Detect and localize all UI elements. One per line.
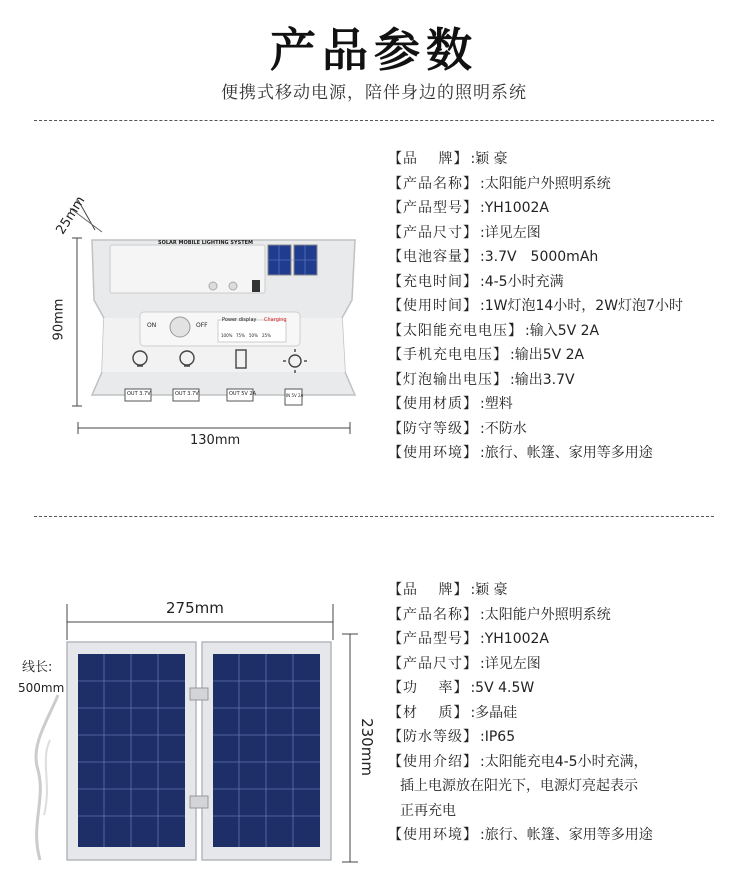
spec-value: :塑料 (480, 396, 513, 412)
spec-value: 插上电源放在阳光下，电源灯亮起表示 (400, 778, 638, 794)
spec-value: :太阳能充电4-5小时充满， (480, 753, 648, 770)
spec-label: 【电池容量】 (388, 249, 478, 265)
spec-label: 【防守等级】 (388, 420, 478, 437)
port-2-label: OUT 3.7V (175, 391, 199, 397)
height-dimension: 90mm (51, 298, 67, 341)
spec-label: 【产品尺寸】 (388, 224, 478, 241)
device-brand-line: SOLAR MOBILE LIGHTING SYSTEM (158, 240, 253, 246)
spec-row (388, 750, 653, 775)
spec-value: :旅行、帐篷、家用等多用途 (480, 445, 653, 461)
spec-value: 正再充电 (400, 802, 456, 819)
port-3-label: OUT 5V 2A (229, 391, 257, 397)
spec-label: 【使用环境】 (388, 445, 478, 461)
spec-value: :1W灯泡14小时，2W灯泡7小时 (480, 298, 683, 314)
spec-value: :输出5V 2A (510, 347, 585, 363)
spec-label: 【产品名称】 (388, 606, 478, 623)
spec-label: 【使用材质】 (388, 396, 478, 412)
spec-value: :4-5小时充满 (480, 273, 564, 290)
page-title: 产品参数 (270, 23, 478, 77)
depth-dimension: 25mm (53, 193, 89, 238)
spec-row (388, 652, 653, 677)
spec-label: 【功 率】 (388, 680, 469, 696)
spec-label: 【防水等级】 (388, 729, 478, 745)
port-1-label: OUT 3.7V (127, 391, 151, 397)
cable-length: 500mm (18, 681, 65, 695)
panel-height-dimension: 230mm (357, 718, 376, 776)
charging-label: Charging (264, 317, 287, 323)
spec-value: :颖 豪 (470, 151, 508, 167)
spec-value: :5V 4.5W (470, 680, 535, 696)
spec-value: :详见左图 (480, 655, 541, 672)
spec-label: 【手机充电电压】 (388, 347, 508, 363)
spec-value: :YH1002A (480, 200, 550, 216)
spec-label: 【灯泡输出电压】 (388, 371, 508, 388)
spec-value: :颖 豪 (470, 582, 508, 598)
power-display-label: Power display (222, 317, 257, 323)
spec-value: :旅行、帐篷、家用等多用途 (480, 827, 653, 843)
spec-row (388, 676, 653, 701)
spec-label: 【太阳能充电电压】 (388, 322, 523, 339)
spec-value: :详见左图 (480, 224, 541, 241)
page-subtitle: 便携式移动电源，陪伴身边的照明系统 (221, 83, 527, 103)
port-4-label: IN 5V 2A (286, 393, 304, 398)
spec-value: :不防水 (480, 420, 527, 437)
spec-row (388, 725, 653, 750)
spec-label: 【产品名称】 (388, 175, 478, 192)
spec-label: 【品 牌】 (388, 582, 469, 598)
width-dimension: 130mm (190, 433, 241, 448)
spec-value: :太阳能户外照明系统 (480, 175, 611, 192)
spec-row (388, 603, 653, 628)
spec-row (388, 578, 653, 603)
level-25: 25% (262, 333, 271, 338)
level-100: 100% (221, 333, 233, 338)
spec-value: :YH1002A (480, 631, 550, 647)
spec-row (388, 774, 653, 799)
spec-label: 【使用介绍】 (388, 753, 478, 770)
spec-list-panel (388, 578, 653, 848)
spec-row (388, 799, 653, 824)
spec-label: 【产品型号】 (388, 200, 478, 216)
spec-label: 【充电时间】 (388, 273, 478, 290)
spec-value: :输出3.7V (510, 371, 575, 388)
cable-label: 线长: (22, 660, 53, 675)
spec-value: :太阳能户外照明系统 (480, 606, 611, 623)
switch-off-label: OFF (196, 322, 208, 329)
level-75: 75% (236, 333, 245, 338)
level-50: 50% (249, 333, 258, 338)
spec-row (388, 627, 653, 652)
spec-row (388, 823, 653, 848)
spec-value: :3.7V 5000mAh (480, 249, 599, 265)
switch-on-label: ON (147, 322, 157, 329)
spec-label: 【材 质】 (388, 704, 469, 721)
panel-width-dimension: 275mm (166, 599, 224, 617)
spec-label: 【使用时间】 (388, 298, 478, 314)
spec-value: :IP65 (480, 729, 516, 745)
spec-row (388, 701, 653, 726)
spec-label: 【产品型号】 (388, 631, 478, 647)
spec-label: 【使用环境】 (388, 827, 478, 843)
spec-label: 【产品尺寸】 (388, 655, 478, 672)
spec-label: 【品 牌】 (388, 151, 469, 167)
spec-value: :多晶硅 (470, 704, 518, 721)
spec-value: :输入5V 2A (525, 322, 600, 339)
